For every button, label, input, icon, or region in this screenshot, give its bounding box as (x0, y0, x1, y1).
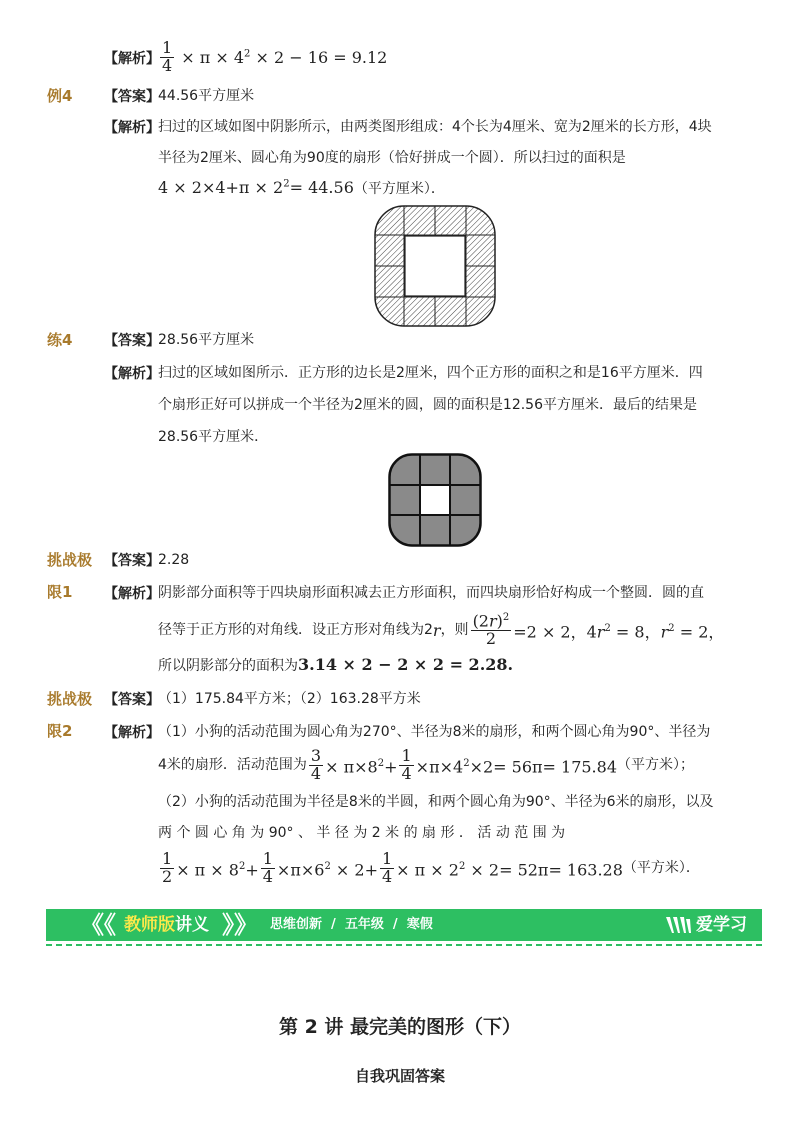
analysis-line: 两 个 圆 心 角 为 90° 、 半 径 为 2 米 的 扇 形 ． 活 动 范 围 为 (158, 825, 566, 841)
lecture-title: 第 2 讲 最完美的图形（下） (278, 1016, 522, 1038)
logo-books-icon (664, 913, 692, 937)
answer-text: 44.56平方厘米 (158, 88, 255, 104)
analysis-line: （1）小狗的活动范围为圆心角为270°、半径为8米的扇形，和两个圆心角为90°、半径为 (158, 724, 711, 740)
text: 径等于正方形的对角线．设正方形对角线为2 (158, 621, 433, 638)
analysis-tag: 【解析】 (104, 725, 160, 741)
side-label: 限2 (47, 722, 73, 740)
answer-tag: 【答案】 (104, 89, 160, 105)
formula: $4 \times 2\times 4+\pi \times 2^2= 44.56$ (158, 178, 354, 197)
answer-tag: 【答案】 (104, 333, 160, 349)
figure-grey-region (388, 453, 482, 547)
analysis-line: $\frac{1}{2}$ × $\pi \times 8^2+$ $\frac{1}{4}$ $\times\pi\times 6^2 \times 2+$ $\frac{1}{4}$ × $\pi \times 2^2 \times 2= 52\pi= 163.28$ （平方米）． (162, 848, 700, 886)
side-label: 限1 (47, 583, 73, 601)
unit-text: （平方米）； (617, 756, 694, 773)
side-label: 练4 (47, 331, 73, 349)
chevron-left-icon: 《《 (80, 911, 116, 939)
analysis-line: 4米的扇形．活动范围为 $\frac{3}{4}$ × $\pi\times 8^2+$ $\frac{1}{4}$ $\times\pi\times 4^2\times 2= 56\pi= 175.84$ （平方米）； (158, 745, 694, 783)
banner-title-a: 教师版 (124, 915, 175, 935)
text: ，则 (440, 621, 469, 638)
analysis-line: 28.56平方厘米． (158, 429, 269, 445)
analysis-line: 径等于正方形的对角线．设正方形对角线为2 r ，则 $\frac{(2r)^2}{2}$ =2 × 2，$4r^2 = 8$，$r^2 = 2$， (158, 610, 725, 648)
banner-dashed-line (46, 944, 762, 946)
answer-text: 2.28 (158, 552, 190, 568)
analysis-tag: 【解析】 (104, 51, 160, 67)
analysis-line: 半径为2厘米、圆心角为90度的扇形（恰好拼成一个圆）．所以扫过的面积是 (158, 150, 626, 166)
answer-tag: 【答案】 (104, 692, 160, 708)
side-label: 挑战极 (47, 690, 93, 708)
unit-text: （平方米）． (622, 859, 700, 876)
text: 4米的扇形．活动范围为 (158, 756, 307, 773)
answer-tag: 【答案】 (104, 553, 160, 569)
analysis-line: 阴影部分面积等于四块扇形面积减去正方形面积，而四块扇形恰好构成一个整圆．圆的直 (158, 585, 704, 601)
analysis-tag: 【解析】 (104, 586, 160, 602)
analysis-line (158, 178, 445, 200)
side-label: 挑战极 (47, 551, 93, 569)
analysis-line: （2）小狗的活动范围为半径是8米的半圆，和两个圆心角为90°、半径为6米的扇形，以及 (158, 794, 714, 810)
analysis-line: 扫过的区域如图中阴影所示，由两类图形组成：4个长为4厘米、宽为2厘米的长方形，4块 (158, 119, 712, 135)
answer-text: （1）175.84平方米；（2）163.28平方米 (158, 691, 421, 707)
unit-text: （平方厘米）． (353, 181, 445, 197)
analysis-line: 扫过的区域如图所示．正方形的边长是2厘米，四个正方形的面积之和是16平方厘米．四 (158, 365, 703, 381)
analysis-formula: $\frac{1}{4}$ × $\pi \times 4^2 \times 2 - 16 = 9.12$ (162, 38, 388, 75)
banner-title-b: 讲义 (175, 915, 209, 935)
formula: 3.14 × 2 − 2 × 2 = 2.28. (298, 655, 514, 674)
section-title: 自我巩固答案 (354, 1067, 445, 1085)
logo-text: 爱学习 (696, 915, 747, 935)
variable: r (432, 620, 441, 640)
text: 所以阴影部分的面积为 (158, 658, 298, 674)
analysis-line (158, 654, 513, 677)
figure-hatched-region (374, 205, 496, 327)
side-label: 例4 (47, 87, 73, 105)
banner-subtitle: 思维创新 / 五年级 / 寒假 (270, 917, 433, 932)
analysis-tag: 【解析】 (104, 366, 160, 382)
chevron-right-icon: 》》 (222, 911, 258, 939)
answer-text: 28.56平方厘米 (158, 332, 255, 348)
banner-title (124, 909, 209, 941)
analysis-line: 个扇形正好可以拼成一个半径为2厘米的圆，圆的面积是12.56平方厘米．最后的结果是 (158, 397, 697, 413)
analysis-tag: 【解析】 (104, 120, 160, 136)
